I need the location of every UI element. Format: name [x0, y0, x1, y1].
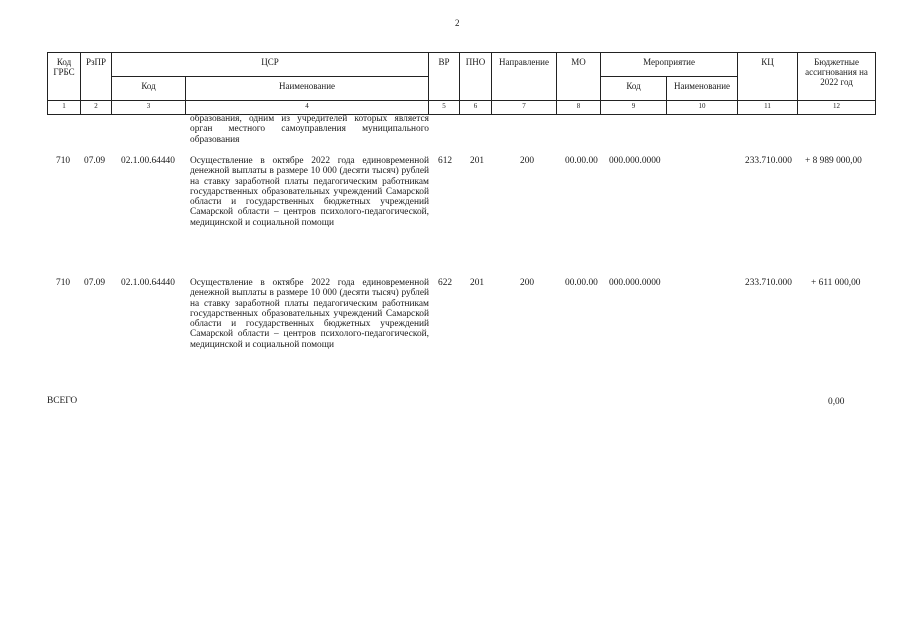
- table-header: [47, 52, 876, 115]
- col-header-pno: ПНО: [460, 53, 492, 101]
- cell-name: Осуществление в октябре 2022 года единовременной денежной выплаты в размере 10 000 (десяти тысяч) рублей на ставку заработной платы педагогическим работникам государственных образовательных учреждений Самарской области и государственных бюджетных учреждений Самарской области – центров психолого-педагогической, медицинской и социальной помощи: [190, 278, 429, 350]
- col-header-budget: Бюджетные ассигнования на 2022 год: [798, 53, 876, 101]
- cell-csr-kod: 02.1.00.64440: [121, 156, 175, 166]
- col-header-csr-kod: Код: [112, 77, 186, 101]
- cell-vr: 622: [438, 278, 453, 288]
- cell-napr: 200: [520, 278, 535, 288]
- col-header-csr-name: Наименование: [186, 77, 429, 101]
- col-header-csr: ЦСР: [112, 53, 429, 77]
- cell-vr: 612: [438, 156, 453, 166]
- col-number: 9: [601, 101, 667, 115]
- cell-rzpr: 07.09: [84, 156, 106, 166]
- col-header-mer-kod: Код: [601, 77, 667, 101]
- col-number: 3: [112, 101, 186, 115]
- col-header-meropriyatie: Мероприятие: [601, 53, 738, 77]
- cell-csr-kod: 02.1.00.64440: [121, 278, 175, 288]
- col-number: 6: [460, 101, 492, 115]
- table-row: [47, 156, 875, 278]
- col-header-napravlenie: Направление: [492, 53, 557, 101]
- cell-amount: + 8 989 000,00: [805, 156, 862, 166]
- cell-grbs: 710: [56, 278, 71, 288]
- col-number: 11: [738, 101, 798, 115]
- cell-grbs: 710: [56, 156, 71, 166]
- cell-mo: 00.00.00: [565, 278, 598, 288]
- cell-kc: 233.710.000: [745, 156, 792, 166]
- cell-mo: 00.00.00: [565, 156, 598, 166]
- col-header-vr: ВР: [429, 53, 460, 101]
- col-header-mo: МО: [557, 53, 601, 101]
- page-number: 2: [455, 18, 460, 28]
- cell-napr: 200: [520, 156, 535, 166]
- col-number: 1: [48, 101, 81, 115]
- cell-name: Осуществление в октябре 2022 года единовременной денежной выплаты в размере 10 000 (десяти тысяч) рублей на ставку заработной платы педагогическим работникам государственных образовательных учреждений Самарской области и государственных бюджетных учреждений Самарской области – центров психолого-педагогической, медицинской и социальной помощи: [190, 156, 429, 228]
- col-header-grbs: Код ГРБС: [48, 53, 81, 101]
- col-header-mer-name: Наименование: [667, 77, 738, 101]
- cell-mer-kod: 000.000.0000: [609, 278, 661, 288]
- table-row: [47, 278, 875, 388]
- col-number: 8: [557, 101, 601, 115]
- col-header-kc: КЦ: [738, 53, 798, 101]
- cell-mer-kod: 000.000.0000: [609, 156, 661, 166]
- continuation-row: [47, 112, 875, 156]
- cell-amount: + 611 000,00: [811, 278, 861, 288]
- cell-rzpr: 07.09: [84, 278, 106, 288]
- col-number: 4: [186, 101, 429, 115]
- cell-kc: 233.710.000: [745, 278, 792, 288]
- total-label: ВСЕГО: [47, 396, 78, 406]
- col-header-rzpr: РзПР: [81, 53, 112, 101]
- total-value: 0,00: [828, 397, 845, 407]
- col-number: 10: [667, 101, 738, 115]
- col-number: 7: [492, 101, 557, 115]
- col-number: 5: [429, 101, 460, 115]
- cell-pno: 201: [470, 278, 485, 288]
- continuation-text: образования, одним из учредителей которых является орган местного самоуправления муниципального образования: [190, 114, 429, 145]
- col-number: 12: [798, 101, 876, 115]
- cell-pno: 201: [470, 156, 485, 166]
- col-number: 2: [81, 101, 112, 115]
- table-body: [47, 112, 875, 388]
